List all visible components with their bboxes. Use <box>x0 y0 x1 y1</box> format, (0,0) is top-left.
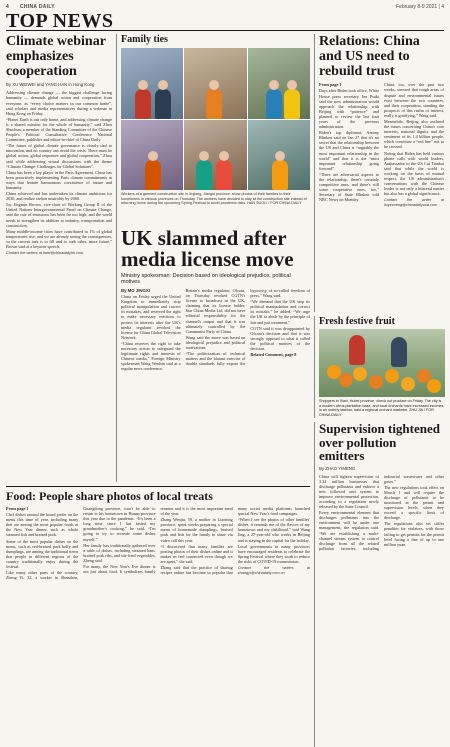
climate-paragraph: China has been a key player in the Paris Agreement. China has been proactively implementing Paris climate commitments in ways that feature harmonious coexistence of nature and humanity. <box>6 169 112 191</box>
worker-figure <box>135 89 151 119</box>
food-paragraph: Some of the most popular dishes on the menu, such as red-braised pork belly and dumplings, are among the traditional items that people in different regions of the country traditionally enjoy during the festival. <box>6 538 79 570</box>
climate-byline: By XU WEIWEI and YANG HAN in Hong Kong <box>6 82 95 88</box>
worker-figure <box>266 89 282 119</box>
supervision-paragraph: The new regulations took effect on March 1 and will require the discharge of pollutants to be monitored at the permit and supervision levels, when they exceed a specific limit of discharge. <box>384 484 444 521</box>
worker-figure <box>145 160 161 190</box>
worker-figure <box>284 89 300 119</box>
orange-fruit <box>385 369 399 383</box>
food-paragraph: Like many other parts of the country, Zheng Yi, 32, a worker in Shenzhen, Guangdong province, won't be able to return to his hometown in Hunan province this year due to the pandemic. “It's been a long time since I last tasted my grandmother's cooking,” he said. “I'm going to try to recreate some dishes myself.” <box>6 506 156 581</box>
paper-name: CHINA DAILY <box>20 4 55 10</box>
climate-paragraph: Many middle-income cities have contributed to 1% of global temperatures rise, and we are already seeing the consequences, so the current task is to fill and to curb other, more future,” Brown said at a keynote speech. <box>6 228 112 250</box>
supervision-headline[interactable]: Supervision tightened over pollution emitters <box>319 422 440 463</box>
family-ties-caption: Workers at a garment construction site in Xujiang, Jiangxi province, show photos of their families to their hometowns in various provinces on Thursday. The workers have decided to stay at the construction site instead of returning home during the upcoming Spring Festival to avoid pandemic risks. HAN SUOLI / FOR CHINA DAILY <box>121 192 307 206</box>
food-paragraph: Zhang said that the practice of sharing recipes online has become so popular that many social media platforms launched special New Year's food campaigns. <box>160 506 310 576</box>
fresh-fruit-photo-block <box>314 316 444 418</box>
worker-photo <box>248 120 310 191</box>
worker-figure <box>206 89 222 119</box>
climate-paragraph: Addressing climate change — the biggest challenge facing humanity — demands global action and cooperation from everyone, as “every choice matters in our common home”, said scholars and media representatives during a webinar in Hong Kong on Friday. <box>6 90 112 116</box>
orange-fruit <box>401 377 415 391</box>
lead-deck: Ministry spokesman: Decision based on ideological prejudice, political motives <box>121 273 291 285</box>
food-article <box>6 486 310 744</box>
climate-headline[interactable]: Climate webinar emphasizes cooperation <box>6 34 106 80</box>
relations-paragraph: Noting that Biden has held various phone calls with world leaders, Ambassador to the US Cui Tiankai said that while the world is working on the basis of mutual respect, the US administration's conversations with the Chinese leader is not only a bilateral matter but also has a global significance. <box>384 150 444 197</box>
food-paragraph: Her family has traditionally gathered over a table of dishes, including steamed ham, braised pork ribs, and stir-fried vegetables, Zheng said. <box>83 542 156 563</box>
worker-photo <box>121 120 183 191</box>
lead-paragraph: China on Friday urged the United Kingdom to immediately stop political manipulation and correct its mistakes, and reserved the right to make necessary reactions to protect its interests after the UK's media regulator revoked the license for China Global Television Network. <box>121 294 181 340</box>
food-headline[interactable]: Food: People share photos of local treats <box>6 489 213 503</box>
food-contact: Contact the writers at zhangyi@chinadaily.com.cn <box>237 566 310 576</box>
family-ties-photo-block <box>121 34 310 224</box>
relations-paragraph: Biden's top diplomat, Antony Blinken said on Jan 27 that it's no secret that the relationship between the US and China is “arguably the most important relationship in the world” and that it is the “most important relationship going forward”. <box>319 130 379 171</box>
lead-headline[interactable]: UK slammed after media license move <box>121 228 294 271</box>
lead-paragraph: “China reserves the right to take necessary action to safeguard the legitimate rights and interests of Chinese media,” Foreign Ministry spokesman Wang Wenbin said at a regular news conference. <box>121 340 181 372</box>
lead-paragraph: Wang said the move was based on ideological prejudice and political motivations. <box>185 334 246 351</box>
food-jump-label: From page 1 <box>6 506 29 511</box>
orange-fruit <box>353 367 367 381</box>
section-title: TOP NEWS <box>6 10 114 32</box>
relations-paragraph: China, too, over the past two weeks, stressed that tough areas of dispute and environmental issues exist between the two countries, and their cooperation, standing the prospects of this realm of interest, really is gratifying,” Wang said. <box>384 82 444 118</box>
worker-figure <box>272 160 288 190</box>
edition-date: February 8-9 2021 | 4 <box>396 4 444 10</box>
climate-paragraph: China achieved and has undertaken its climate ambitions for 2030, and realize carbon neutrality by 2060. <box>6 191 112 202</box>
lead-paragraph: CGTN said it was disappointed by Ofcom's decision and that it was strongly opposed to what it called the political motives of the decision. <box>250 325 310 352</box>
climate-contact: Contact the writers at liwei@chinadailyhk.com <box>6 251 84 256</box>
worker-photo <box>121 48 183 119</box>
lead-article <box>121 228 310 484</box>
climate-paragraph: Joy Jingmin Brown, vice-chair of Working Group II of the United Nations Intergovernmental Panel on Climate Change, said the rate of emissions has been far too high, and the world needs to strengthen its abilities to industry, transportation and construction. <box>6 202 112 228</box>
food-paragraph: “I discovered that many families are posting photos of their dishes online and it makes us feel connected even though we are apart,” she said. <box>160 543 233 564</box>
fresh-fruit-caption: Shoppers in Xiaxi, Hubei province, check out produce on Friday. The city is a modern citrus plantation base, and local orchards have increased incomes in an orderly fashion, said a regional orchard marketer. ZHU JIA / FOR CHINA DAILY <box>319 399 444 417</box>
page-number: 4 <box>6 4 9 10</box>
fresh-fruit-photo[interactable] <box>319 329 445 397</box>
relations-paragraph: “There are adversarial aspects to the relationship, there's certainly competitive ones, and there's still some cooperative ones, too,” Secretary of State Blinken told NBC News on Monday. <box>319 171 379 203</box>
supervision-paragraph: Every environmental element that discharges pollutants into the environment will be under one management, the regulation said. “We are establishing a multi-channel stream system to control discharge from all the related pollution factories, including industrial wastewater and other gases.” <box>319 473 444 551</box>
relations-paragraph: Meanwhile, Beijing also outlined the issues concerning China's core interests, national dignity and the sentiment of its 1.4 billion people, which constitute a “red line” not to be crossed. <box>384 118 444 150</box>
supervision-paragraph: The regulations also set stiffer penalties for violators, with those failing to get permits for the permit level facing a fine of up to one million yuan. <box>384 521 444 547</box>
lead-paragraph: “We demand that the UK stop its political manipulation and correct its mistake,” he added. “We urge the UK to abide by the principle of fair and just treatment.” <box>250 299 310 325</box>
lead-paragraph: Britain's media regulator, Ofcom, on Thursday revoked CGTN's license to broadcast in the UK, claiming that its license holder, Star China Media Ltd, did not have editorial responsibility for the channel's output and that it was ultimately controlled by the Communist Party of China. <box>185 288 246 334</box>
worker-photo <box>184 48 246 119</box>
shopper-figure <box>391 337 407 367</box>
worker-figure <box>196 160 212 190</box>
food-paragraph: Local governments in many provinces have encouraged residents to celebrate the Spring Festival where they work to reduce the risks of COVID-19 transmission. <box>237 543 310 564</box>
worker-figure <box>155 89 171 119</box>
orange-fruit <box>369 375 383 389</box>
climate-article <box>6 34 117 482</box>
climate-paragraph: “Planet Earth is our only home, and addressing climate change is a shared mission for the whole of humanity,” said Zhou Shuchun, a member of the Standing Committee of the Chinese People's Political Consultative Conference National Committee, publisher and editor-in-chief of China Daily. <box>6 116 112 143</box>
supervision-article <box>314 422 444 747</box>
supervision-paragraph: China will tighten supervision of 3.34 million businesses that discharge pollutants and enforce a new followed unit system to improve environmental protection, according to a regulation newly released by the State Council. <box>319 473 379 510</box>
relations-body <box>319 82 444 208</box>
family-ties-label: Family ties <box>121 34 168 45</box>
worker-figure <box>216 160 232 190</box>
worker-photo <box>248 48 310 119</box>
food-paragraph: “When I see the photos of other families' dishes, it reminds me of the flavors of my hometown and my childhood,” said Wang Jing, a 27-year-old who works in Beijing and is staying in the capital for the holiday. <box>237 517 310 543</box>
worker-photo <box>184 120 246 191</box>
relations-contact: Contact the writer at liuyinmeng@chinadailyusa.com <box>384 198 444 208</box>
supervision-byline: By ZHAO YIMENG <box>319 465 356 471</box>
relations-paragraph: Days after Biden took office, White House press secretary Jen Psaki said the new administration would approach the relationship with Beijing with “patience” and planned to review the last four years of the previous administration. <box>319 88 379 130</box>
lead-body <box>121 288 310 372</box>
food-paragraph: Chef dishes around the board prefer on the menu this time of year, including many that are among the most popular foods at the New Year dinner, such as whole steamed fish and braised pork. <box>6 512 79 538</box>
food-body <box>6 506 310 580</box>
fresh-fruit-title: Fresh festive fruit <box>319 316 395 327</box>
shopper-figure <box>349 335 365 365</box>
lead-paragraph: “The politicization of technical matters and the blatant exercise of double standards fully expose the hypocrisy of so-called freedom of press,” Wang said. <box>185 288 310 367</box>
family-ties-photo[interactable] <box>121 48 310 190</box>
lead-byline: By MO JINGXI <box>121 288 150 293</box>
orange-fruit <box>427 379 441 393</box>
relations-headline[interactable]: Relations: China and US need to rebuild trust <box>319 34 420 80</box>
relations-jump-label: From page 1 <box>319 82 342 88</box>
related-comment-link[interactable]: Related Comment, page 8 <box>250 352 297 358</box>
climate-body <box>6 90 112 249</box>
climate-paragraph: “The future of global climate governance is closely tied to innovation, and no country can avoid the crisis. There must be global action, global responses and global cooperation,” Zhou said while addressing virtual discussions with the theme “Climate Change: Challenges for Global Solutions”. <box>6 143 112 169</box>
orange-fruit <box>339 373 353 387</box>
food-paragraph: Zhang Wenjiu, 59, a mother in Liaoning province, spent weeks preparing a special menu of homemade dumplings, braised pork and fish for the family to share via video call this year. <box>160 517 233 543</box>
section-bar <box>6 11 444 31</box>
relations-article <box>314 34 444 312</box>
food-paragraph: For many, the New Year's Eve dinner is not just about food. It symbolizes family reunion and it is the most important meal of the year. <box>83 506 233 575</box>
supervision-body <box>319 474 444 551</box>
